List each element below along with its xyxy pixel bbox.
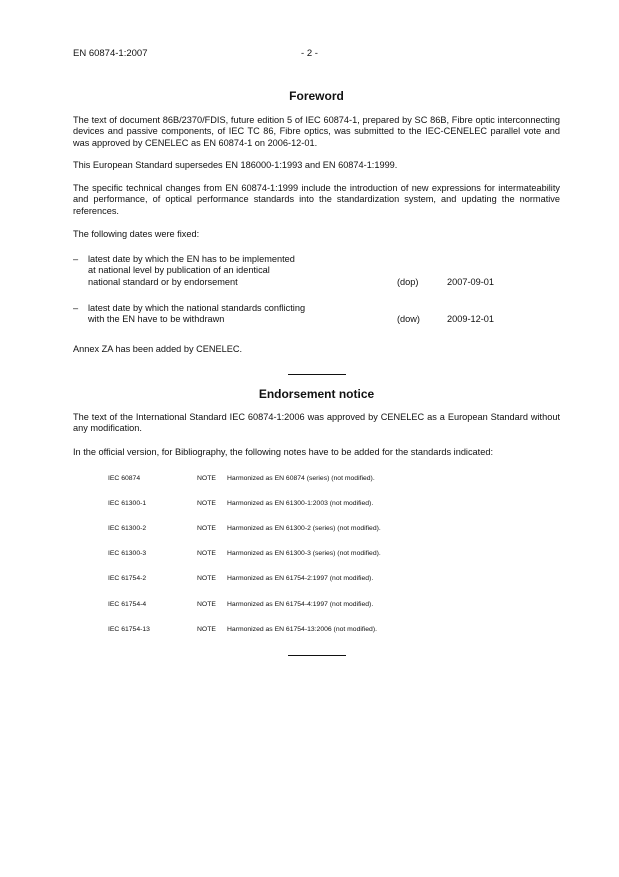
- date-item-date: 2009-12-01: [447, 314, 494, 325]
- note-text: Harmonized as EN 60874 (series) (not modified).: [227, 475, 375, 482]
- date-item-abbr: (dow): [397, 314, 420, 325]
- note-label: NOTE: [197, 550, 216, 557]
- endorsement-paragraph-2: In the official version, for Bibliography, the following notes have to be added for the standards indicated:: [73, 447, 493, 457]
- foreword-paragraph-2: This European Standard supersedes EN 186000-1:1993 and EN 60874-1:1999.: [73, 160, 398, 170]
- note-standard: IEC 60874: [108, 475, 141, 482]
- note-standard: IEC 61300-3: [108, 550, 147, 557]
- date-item-line: latest date by which the EN has to be implemented: [88, 254, 295, 264]
- note-standard: IEC 61754-13: [108, 626, 150, 633]
- date-item-line: latest date by which the national standards conflicting: [88, 303, 306, 313]
- date-item-description: [88, 254, 388, 288]
- section-divider: [288, 655, 346, 656]
- header-page-number: - 2 -: [301, 48, 318, 59]
- foreword-paragraph-1: The text of document 86B/2370/FDIS, future edition 5 of IEC 60874-1, prepared by SC 86B, Fibre optic interconnecting devices and passive components, of IEC TC 86, Fibre optics, was submitted to the IEC-CENELEC parallel vote and was approved by CENELEC as EN 60874-1 on 2006-12-01.: [73, 115, 560, 148]
- endorsement-paragraph-1: The text of the International Standard IEC 60874-1:2006 was approved by CENELEC as a European Standard without any modification.: [73, 412, 560, 434]
- note-label: NOTE: [197, 475, 216, 482]
- dates-intro: The following dates were fixed:: [73, 229, 200, 239]
- date-item-date: 2007-09-01: [447, 276, 494, 287]
- note-label: NOTE: [197, 626, 216, 633]
- note-standard: IEC 61754-2: [108, 575, 147, 582]
- section-divider: [288, 374, 346, 375]
- date-item-line: with the EN have to be withdrawn: [88, 314, 225, 325]
- note-standard: IEC 61300-2: [108, 525, 147, 532]
- note-standard: IEC 61754-4: [108, 601, 147, 608]
- endorsement-title: Endorsement notice: [258, 387, 375, 401]
- list-dash: –: [73, 303, 79, 313]
- annex-note: Annex ZA has been added by CENELEC.: [73, 344, 243, 354]
- note-text: Harmonized as EN 61754-13:2006 (not modified).: [227, 626, 377, 633]
- note-text: Harmonized as EN 61754-4:1997 (not modified).: [227, 601, 374, 608]
- foreword-title: Foreword: [289, 89, 344, 103]
- note-label: NOTE: [197, 601, 216, 608]
- foreword-paragraph-3: The specific technical changes from EN 60874-1:1999 include the introduction of new expressions for intermateability and performance, of optical performance standards into the standardization system, and updating the normative references.: [73, 183, 560, 216]
- date-item-line: national standard or by endorsement: [88, 276, 238, 287]
- date-item-description: [88, 303, 388, 326]
- note-text: Harmonized as EN 61300-2 (series) (not modified).: [227, 525, 381, 532]
- note-label: NOTE: [197, 525, 216, 532]
- note-text: Harmonized as EN 61300-1:2003 (not modified).: [227, 500, 374, 507]
- note-label: NOTE: [197, 575, 216, 582]
- note-standard: IEC 61300-1: [108, 500, 147, 507]
- note-text: Harmonized as EN 61300-3 (series) (not modified).: [227, 550, 381, 557]
- list-dash: –: [73, 254, 79, 264]
- note-text: Harmonized as EN 61754-2:1997 (not modified).: [227, 575, 374, 582]
- date-item-abbr: (dop): [397, 276, 419, 287]
- note-label: NOTE: [197, 500, 216, 507]
- date-item-line: at national level by publication of an identical: [88, 265, 270, 276]
- header-doc-id: EN 60874-1:2007: [73, 48, 148, 59]
